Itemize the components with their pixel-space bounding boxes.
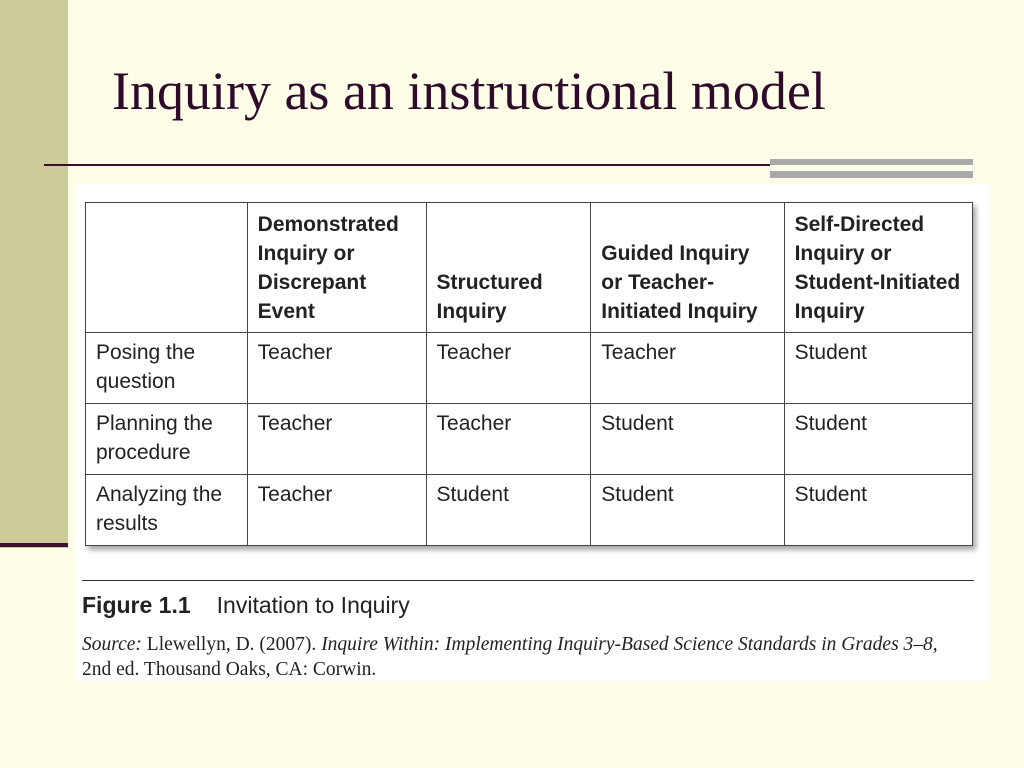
table-cell: Student bbox=[426, 475, 591, 546]
title-accent-bar-top bbox=[770, 159, 973, 165]
row-label: Planning the procedure bbox=[86, 404, 248, 475]
source-book-title: Inquire Within: Implementing Inquiry-Based Science Standards in Grades 3–8, bbox=[321, 634, 938, 655]
inquiry-table bbox=[85, 202, 973, 546]
table-cell: Teacher bbox=[247, 475, 426, 546]
source-author: Llewellyn, D. (2007). bbox=[146, 634, 317, 655]
table-cell: Student bbox=[591, 475, 784, 546]
table-row bbox=[86, 404, 973, 475]
title-accent-bar-bottom bbox=[770, 171, 973, 178]
slide-title: Inquiry as an instructional model bbox=[112, 61, 826, 121]
table-header-cell: Guided Inquiry or Teacher-Initiated Inquiry bbox=[591, 203, 784, 333]
table-header-cell: Self-Directed Inquiry or Student-Initiated Inquiry bbox=[784, 203, 972, 333]
row-label: Posing the question bbox=[86, 333, 248, 404]
table-cell: Teacher bbox=[247, 404, 426, 475]
figure-number: Figure 1.1 bbox=[82, 592, 191, 618]
table-header-cell: Structured Inquiry bbox=[426, 203, 591, 333]
table-cell: Student bbox=[784, 475, 972, 546]
figure-title: Invitation to Inquiry bbox=[216, 592, 410, 618]
table-cell: Student bbox=[784, 333, 972, 404]
figure-caption bbox=[82, 592, 410, 619]
source-label: Source: bbox=[82, 634, 142, 655]
table-cell: Teacher bbox=[247, 333, 426, 404]
caption-divider bbox=[82, 580, 974, 581]
table-header-row bbox=[86, 203, 973, 333]
table-header-cell: Demonstrated Inquiry or Discrepant Event bbox=[247, 203, 426, 333]
table-cell: Teacher bbox=[591, 333, 784, 404]
table-row bbox=[86, 333, 973, 404]
left-decorative-band bbox=[0, 0, 68, 548]
table-header-cell bbox=[86, 203, 248, 333]
source-publisher: 2nd ed. Thousand Oaks, CA: Corwin. bbox=[82, 659, 377, 680]
title-underline bbox=[44, 164, 770, 166]
table-cell: Student bbox=[591, 404, 784, 475]
left-band-accent-line bbox=[0, 543, 68, 547]
table-cell: Teacher bbox=[426, 404, 591, 475]
row-label: Analyzing the results bbox=[86, 475, 248, 546]
table-cell: Student bbox=[784, 404, 972, 475]
table-cell: Teacher bbox=[426, 333, 591, 404]
figure-image bbox=[76, 184, 989, 681]
figure-source bbox=[82, 632, 982, 682]
table-row bbox=[86, 475, 973, 546]
